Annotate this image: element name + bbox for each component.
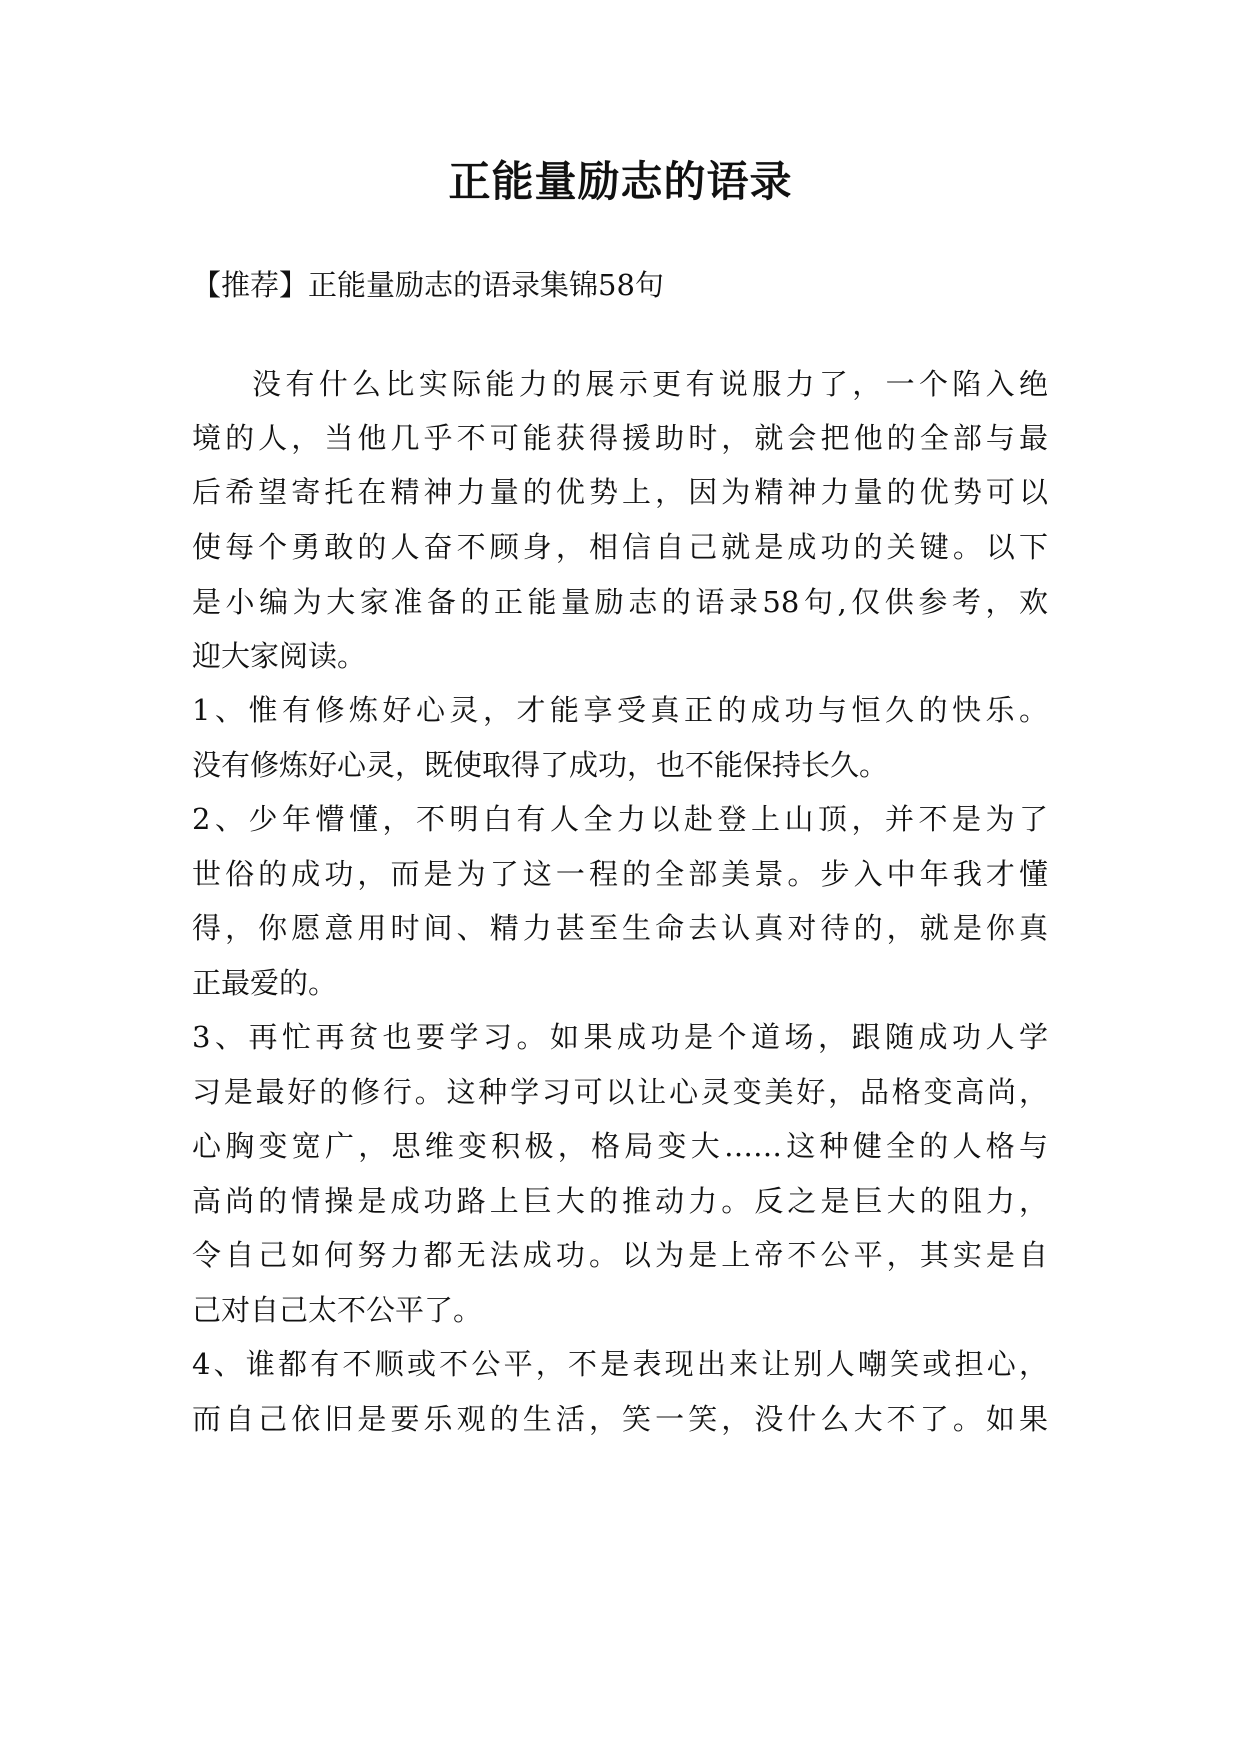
list-item-line: 令自己如何努力都无法成功。以为是上帝不公平，其实是自 xyxy=(192,1238,1048,1272)
list-item-line: 没有修炼好心灵，既使取得了成功，也不能保持长久。 xyxy=(192,748,889,782)
document-subtitle: 【推荐】正能量励志的语录集锦58句 xyxy=(192,268,664,302)
intro-line: 是小编为大家准备的正能量励志的语录58句,仅供参考，欢 xyxy=(192,585,1048,619)
list-item-line: 2、少年懵懂，不明白有人全力以赴登上山顶，并不是为了 xyxy=(192,802,1048,836)
list-item-line: 己对自己太不公平了。 xyxy=(192,1293,483,1327)
intro-line: 没有什么比实际能力的展示更有说服力了，一个陷入绝 xyxy=(252,367,1048,401)
intro-line: 境的人，当他几乎不可能获得援助时，就会把他的全部与最 xyxy=(192,421,1048,455)
list-item-line: 得，你愿意用时间、精力甚至生命去认真对待的，就是你真 xyxy=(192,911,1048,945)
document-title: 正能量励志的语录 xyxy=(448,157,793,206)
list-item-line: 1、惟有修炼好心灵，才能享受真正的成功与恒久的快乐。 xyxy=(192,693,1048,727)
list-item-line: 习是最好的修行。这种学习可以让心灵变美好，品格变高尚， xyxy=(192,1075,1048,1109)
list-item-line: 4、谁都有不顺或不公平，不是表现出来让别人嘲笑或担心， xyxy=(192,1347,1048,1381)
intro-line: 迎大家阅读。 xyxy=(192,639,367,673)
list-item-line: 心胸变宽广，思维变积极，格局变大……这种健全的人格与 xyxy=(192,1129,1048,1163)
intro-line: 使每个勇敢的人奋不顾身，相信自己就是成功的关键。以下 xyxy=(192,530,1048,564)
list-item-line: 正最爱的。 xyxy=(192,966,338,1000)
intro-line: 后希望寄托在精神力量的优势上，因为精神力量的优势可以 xyxy=(192,475,1048,509)
list-item-line: 而自己依旧是要乐观的生活，笑一笑，没什么大不了。如果 xyxy=(192,1402,1048,1436)
list-item-line: 3、再忙再贫也要学习。如果成功是个道场，跟随成功人学 xyxy=(192,1020,1048,1054)
list-item-line: 世俗的成功，而是为了这一程的全部美景。步入中年我才懂 xyxy=(192,857,1048,891)
list-item-line: 高尚的情操是成功路上巨大的推动力。反之是巨大的阻力， xyxy=(192,1184,1048,1218)
